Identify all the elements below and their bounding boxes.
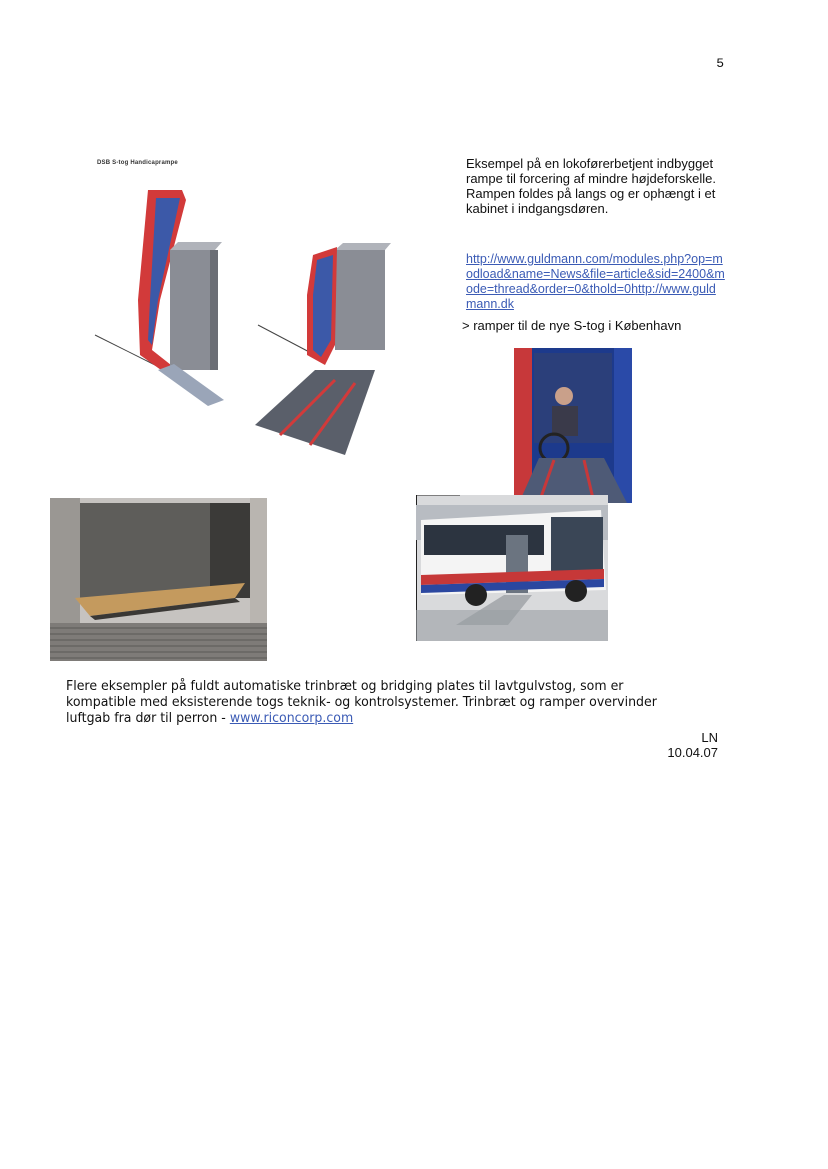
ramp-description: Eksempel på en lokoførerbetjent indbygget rampe til forcering af mindre højdeforskelle. Rampen foldes på langs og er ophængt i et kabinet i indgangsdøren. — [466, 156, 716, 216]
bottom-paragraph — [66, 678, 680, 726]
page-number: 5 — [716, 56, 724, 71]
ramp-folded-illustration — [90, 180, 250, 410]
link-note: > ramper til de nye S-tog i København — [462, 318, 682, 333]
signature-initials: LN — [701, 730, 718, 745]
bridging-plate-photo — [50, 498, 267, 661]
ramp-unfolded-illustration — [255, 235, 395, 460]
s-tog-ramp-photo — [514, 348, 632, 503]
figure-caption: DSB S-tog Handicaprampe — [97, 160, 178, 166]
signature-date: 10.04.07 — [667, 745, 718, 760]
bottom-text: Flere eksempler på fuldt automatiske trinbræt og bridging plates til lavtgulvstog, som er kompatible med eksisterende togs teknik- og kontrolsystemer. Trinbræt og ramper overvinder luftgab fra dør til perron - — [66, 678, 657, 726]
riconcorp-link[interactable]: www.riconcorp.com — [229, 710, 354, 726]
bus-ramp-photo — [416, 495, 608, 641]
guldmann-link[interactable]: http://www.guldmann.com/modules.php?op=modload&name=News&file=article&sid=2400&mode=thread&order=0&thold=0http://www.guldmann.dk — [466, 252, 725, 311]
guldmann-link-block — [466, 252, 726, 312]
